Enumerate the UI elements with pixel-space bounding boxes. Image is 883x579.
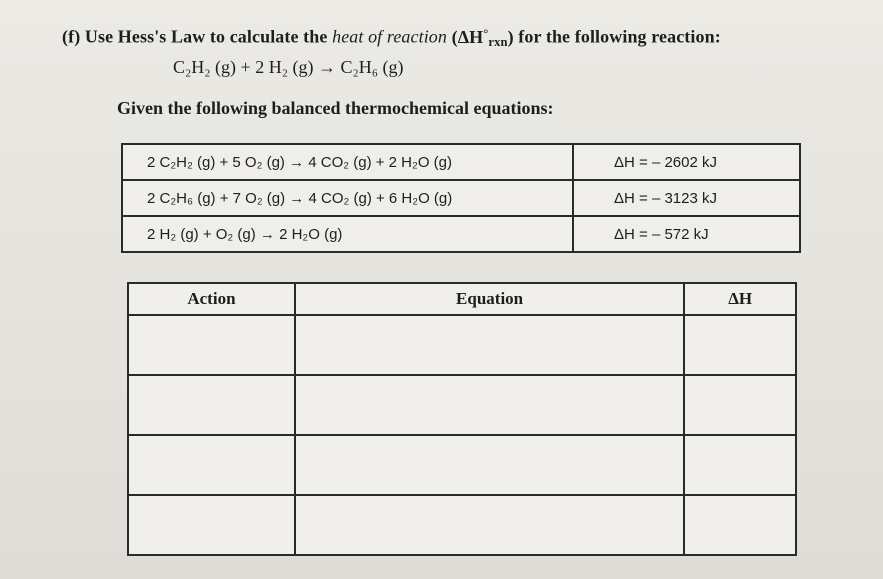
question-emphasis: heat of reaction: [332, 26, 448, 47]
equation-cell[interactable]: [295, 435, 684, 495]
given-enthalpy: ΔH = – 572 kJ: [573, 216, 800, 252]
work-table: [127, 282, 797, 556]
delta-h-cell[interactable]: [684, 435, 796, 495]
given-equation-row: [122, 180, 800, 216]
question-text-lead: Use Hess's Law to calculate the: [84, 26, 328, 47]
given-equation: 2 H₂ (g) + O₂ (g) → 2 H₂O (g): [122, 216, 573, 252]
work-row: [128, 435, 796, 495]
delta-h-cell[interactable]: [684, 375, 796, 435]
action-cell[interactable]: [128, 435, 295, 495]
target-reaction: C₂H₂ (g) + 2 H₂ (g) → C₂H₆ (g): [173, 57, 404, 77]
delta-h-cell[interactable]: [684, 315, 796, 375]
question-label: (f): [62, 26, 81, 47]
delta-h-cell[interactable]: [684, 495, 796, 555]
given-equation: 2 C₂H₂ (g) + 5 O₂ (g) → 4 CO₂ (g) + 2 H₂O (g): [122, 144, 573, 180]
equation-cell[interactable]: [295, 315, 684, 375]
work-table-header: [128, 283, 796, 315]
header-action: Action: [128, 283, 295, 315]
delta-h-symbol: $(\Delta H^\circ_{rxn})$: [451, 26, 514, 49]
header-delta-h: ΔH: [684, 283, 796, 315]
action-cell[interactable]: [128, 495, 295, 555]
work-row: [128, 495, 796, 555]
work-row: [128, 375, 796, 435]
question-text-tail: for the following reaction:: [518, 26, 721, 47]
given-equation-row: [122, 216, 800, 252]
action-cell[interactable]: [128, 375, 295, 435]
given-equation: 2 C₂H₆ (g) + 7 O₂ (g) → 4 CO₂ (g) + 6 H₂O (g): [122, 180, 573, 216]
equation-cell[interactable]: [295, 375, 684, 435]
header-equation: Equation: [295, 283, 684, 315]
given-equation-row: [122, 144, 800, 180]
given-enthalpy: ΔH = – 3123 kJ: [573, 180, 800, 216]
given-statement: Given the following balanced thermochemical equations:: [117, 98, 554, 118]
work-row: [128, 315, 796, 375]
given-enthalpy: ΔH = – 2602 kJ: [573, 144, 800, 180]
equation-cell[interactable]: [295, 495, 684, 555]
action-cell[interactable]: [128, 315, 295, 375]
given-equations-table: [121, 143, 801, 253]
question-prompt: [62, 26, 721, 50]
